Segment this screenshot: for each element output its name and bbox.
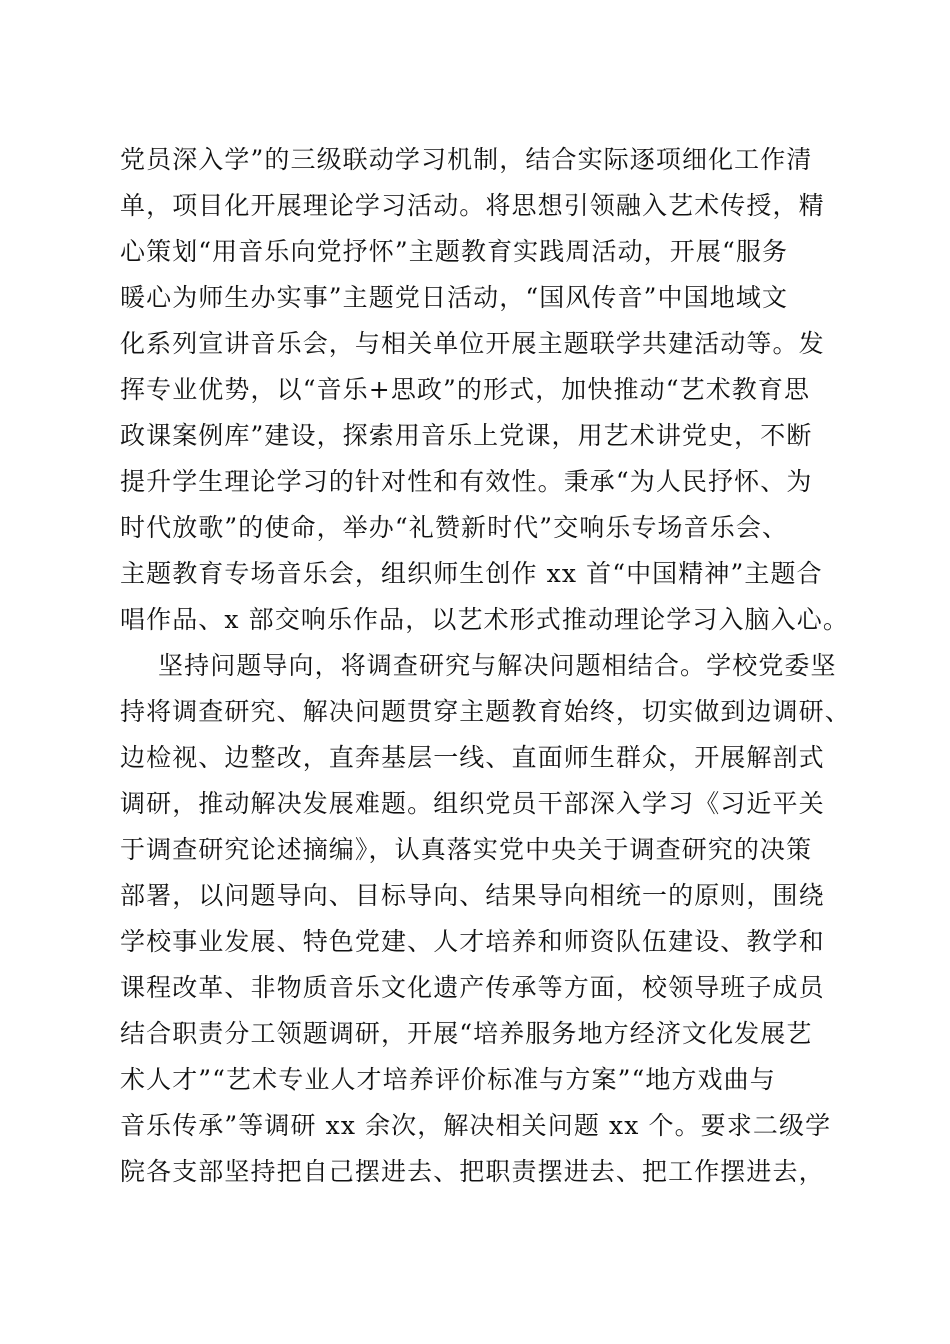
text-line: 化系列宣讲音乐会，与相关单位开展主题联学共建活动等。发 bbox=[120, 329, 825, 358]
text-line: 持将调查研究、解决问题贯穿主题教育始终，切实做到边调研、 bbox=[120, 697, 851, 726]
text-line: 时代放歌”的使命，举办“礼赞新时代”交响乐专场音乐会、 bbox=[120, 513, 789, 542]
text-line: 暖心为师生办实事”主题党日活动，“国风传音”中国地域文 bbox=[120, 283, 789, 312]
text-line: 部署，以问题导向、目标导向、结果导向相统一的原则，围绕 bbox=[120, 881, 825, 910]
text-line: 单，项目化开展理论学习活动。将思想引领融入艺术传授，精 bbox=[120, 191, 825, 220]
text-line: 心策划“用音乐向党抒怀”主题教育实践周活动，开展“服务 bbox=[120, 237, 789, 266]
text-line: 结合职责分工领题调研，开展“培养服务地方经济文化发展艺 bbox=[120, 1019, 813, 1048]
text-line: 主题教育专场音乐会，组织师生创作 xx 首“中国精神”主题合 bbox=[120, 559, 823, 588]
text-line: 党员深入学”的三级联动学习机制，结合实际逐项细化工作清 bbox=[120, 145, 813, 174]
text-line: 调研，推动解决发展难题。组织党员干部深入学习《习近平关 bbox=[120, 789, 825, 818]
text-line: 术人才”“艺术专业人才培养评价标准与方案”“地方戏曲与 bbox=[120, 1065, 776, 1094]
text-line: 边检视、边整改，直奔基层一线、直面师生群众，开展解剖式 bbox=[120, 743, 825, 772]
text-line: 唱作品、x 部交响乐作品，以艺术形式推动理论学习入脑入心。 bbox=[120, 605, 849, 634]
text-line: 挥专业优势，以“音乐+思政”的形式，加快推动“艺术教育思 bbox=[120, 375, 811, 404]
text-line: 院各支部坚持把自己摆进去、把职责摆进去、把工作摆进去， bbox=[120, 1157, 825, 1186]
text-line: 于调查研究论述摘编》，认真落实党中央关于调查研究的决策 bbox=[120, 835, 813, 864]
paragraph-first-line: 坚持问题导向，将调查研究与解决问题相结合。学校党委坚 bbox=[158, 651, 837, 680]
text-line: 课程改革、非物质音乐文化遗产传承等方面，校领导班子成员 bbox=[120, 973, 825, 1002]
text-line: 学校事业发展、特色党建、人才培养和师资队伍建设、教学和 bbox=[120, 927, 825, 956]
text-line: 提升学生理论学习的针对性和有效性。秉承“为人民抒怀、为 bbox=[120, 467, 813, 496]
text-line: 政课案例库”建设，探索用音乐上党课，用艺术讲党史，不断 bbox=[120, 421, 813, 450]
text-line: 音乐传承”等调研 xx 余次，解决相关问题 xx 个。要求二级学 bbox=[120, 1111, 832, 1140]
